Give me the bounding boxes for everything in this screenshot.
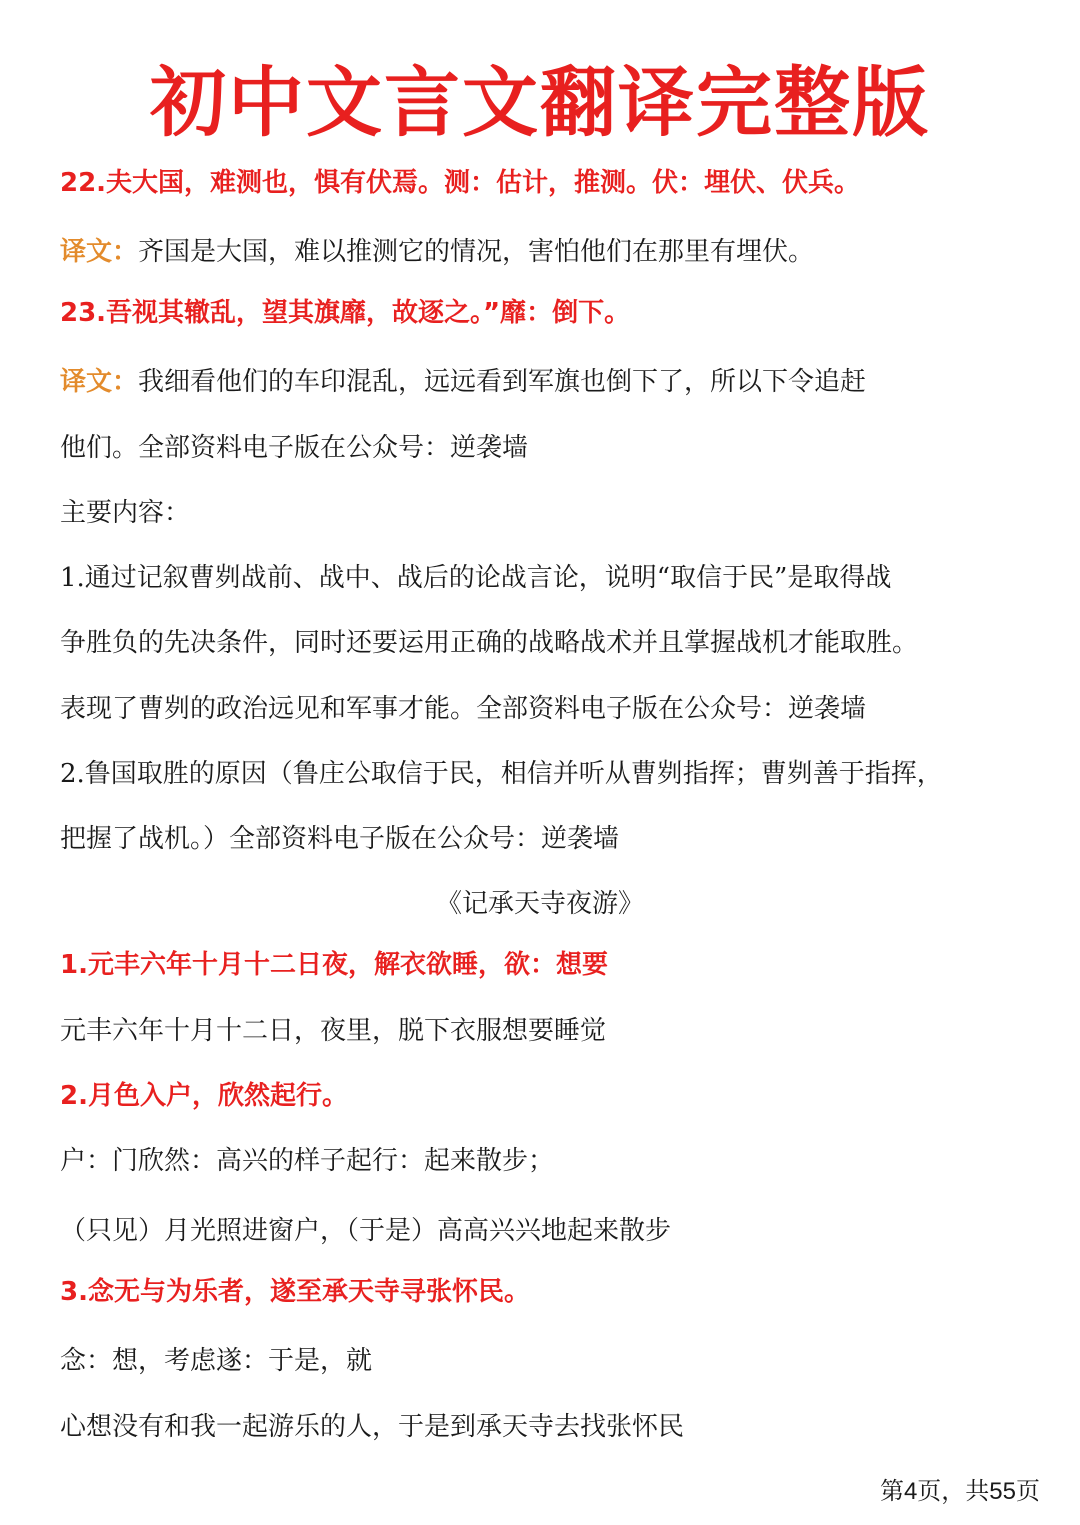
original-sentence-1: 1.元丰六年十月十二日夜，解衣欲睡，欲：想要 bbox=[60, 950, 608, 980]
main-content-p2-line2: 把握了战机。）全部资料电子版在公众号：逆袭墙 bbox=[60, 824, 620, 854]
translation-3: 心想没有和我一起游乐的人，于是到承天寺去找张怀民 bbox=[60, 1412, 685, 1442]
translation-23-line1 bbox=[60, 362, 1040, 402]
translation-1: 元丰六年十月十二日，夜里，脱下衣服想要睡觉 bbox=[60, 1016, 607, 1046]
page-number: 第4页，共55页 bbox=[879, 1478, 1040, 1505]
translation-2: （只见）月光照进窗户，（于是）高高兴兴地起来散步 bbox=[60, 1216, 672, 1246]
main-content-p1-line1: 1.通过记叙曹刿战前、战中、战后的论战言论，说明“取信于民”是取得战 bbox=[60, 563, 892, 593]
original-sentence-3: 3.念无与为乐者，遂至承天寺寻张怀民。 bbox=[60, 1277, 530, 1307]
translation-label: 译文： bbox=[60, 367, 139, 397]
original-sentence-22: 22.夫大国，难测也，惧有伏焉。测：估计，推测。伏：埋伏、伏兵。 bbox=[60, 168, 861, 198]
original-sentence-23: 23.吾视其辙乱，望其旗靡，故逐之。”靡：倒下。 bbox=[60, 298, 631, 328]
translation-text: 我细看他们的车印混乱，远远看到军旗也倒下了，所以下令追赶 bbox=[138, 367, 867, 397]
notes-3: 念：想，考虑遂：于是，就 bbox=[60, 1346, 373, 1376]
main-content-p1-line3: 表现了曹刿的政治远见和军事才能。全部资料电子版在公众号：逆袭墙 bbox=[60, 694, 867, 724]
original-sentence-2: 2.月色入户，欣然起行。 bbox=[60, 1081, 348, 1111]
translation-22 bbox=[60, 232, 1040, 272]
main-content-heading: 主要内容： bbox=[60, 498, 191, 528]
page-title: 初中文言文翻译完整版 bbox=[150, 58, 930, 147]
notes-2: 户：门欣然：高兴的样子起行：起来散步； bbox=[60, 1146, 555, 1176]
translation-23-line2: 他们。全部资料电子版在公众号：逆袭墙 bbox=[60, 433, 529, 463]
main-content-p2-line1: 2.鲁国取胜的原因（鲁庄公取信于民，相信并听从曹刿指挥；曹刿善于指挥， bbox=[60, 759, 943, 789]
translation-text: 齐国是大国，难以推测它的情况，害怕他们在那里有埋伏。 bbox=[138, 237, 815, 267]
main-content-p1-line2: 争胜负的先决条件，同时还要运用正确的战略战术并且掌握战机才能取胜。 bbox=[60, 628, 919, 658]
section-title: 《记承天寺夜游》 bbox=[435, 889, 644, 919]
translation-label: 译文： bbox=[60, 237, 139, 267]
